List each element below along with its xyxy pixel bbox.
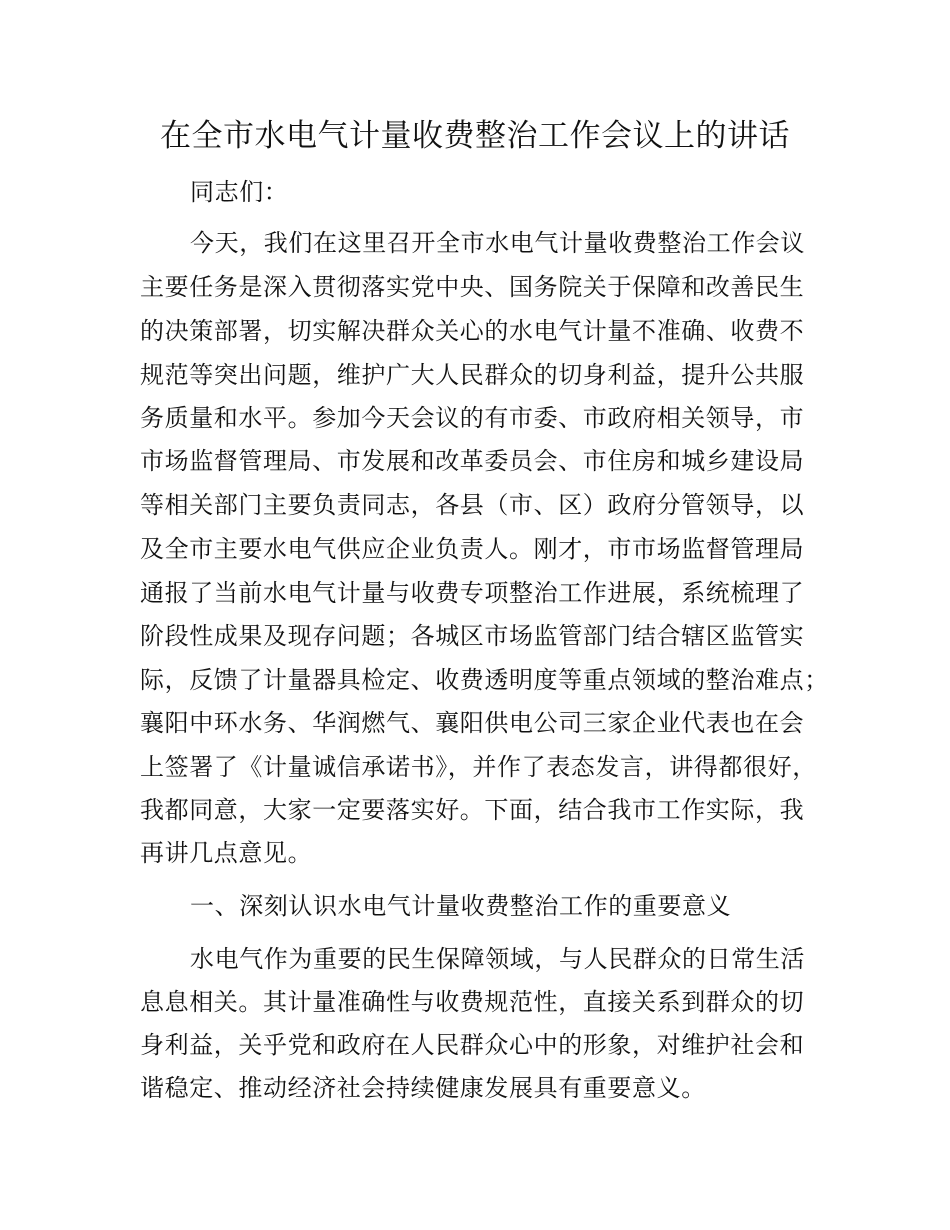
- document-title: 在全市水电气计量收费整治工作会议上的讲话: [160, 118, 790, 154]
- paragraph-line: 等相关部门主要负责同志，各县（市、区）政府分管领导，以: [140, 491, 805, 519]
- paragraph-line: 及全市主要水电气供应企业负责人。刚才，市市场监督管理局: [140, 535, 805, 563]
- paragraph-line: 水电气作为重要的民生保障领域，与人民群众的日常生活: [190, 945, 805, 973]
- paragraph-line: 阶段性成果及现存问题；各城区市场监管部门结合辖区监管实: [140, 622, 805, 650]
- paragraph-line: 我都同意，大家一定要落实好。下面，结合我市工作实际，我: [140, 796, 805, 824]
- paragraph-line: 市场监督管理局、市发展和改革委员会、市住房和城乡建设局: [140, 447, 805, 475]
- paragraph-line: 今天，我们在这里召开全市水电气计量收费整治工作会议: [190, 229, 805, 257]
- paragraph-line: 务质量和水平。参加今天会议的有市委、市政府相关领导，市: [140, 404, 805, 432]
- paragraph-line: 际，反馈了计量器具检定、收费透明度等重点领域的整治难点；: [140, 666, 829, 694]
- paragraph-line: 主要任务是深入贯彻落实党中央、国务院关于保障和改善民生: [140, 273, 805, 301]
- paragraph-line: 再讲几点意见。: [140, 839, 313, 867]
- paragraph-line: 规范等突出问题，维护广大人民群众的切身利益，提升公共服: [140, 361, 805, 389]
- paragraph-line: 息息相关。其计量准确性与收费规范性，直接关系到群众的切: [140, 988, 805, 1016]
- section-heading: 一、深刻认识水电气计量收费整治工作的重要意义: [190, 892, 732, 920]
- salutation: 同志们：: [190, 178, 289, 206]
- paragraph-line: 襄阳中环水务、华润燃气、襄阳供电公司三家企业代表也在会: [140, 709, 805, 737]
- paragraph-line: 上签署了《计量诚信承诺书》，并作了表态发言，讲得都很好，: [140, 753, 817, 781]
- paragraph-line: 通报了当前水电气计量与收费专项整治工作进展，系统梳理了: [140, 579, 805, 607]
- paragraph-line: 的决策部署，切实解决群众关心的水电气计量不准确、收费不: [140, 317, 805, 345]
- paragraph-line: 谐稳定、推动经济社会持续健康发展具有重要意义。: [140, 1074, 706, 1102]
- paragraph-line: 身利益，关乎党和政府在人民群众心中的形象，对维护社会和: [140, 1031, 805, 1059]
